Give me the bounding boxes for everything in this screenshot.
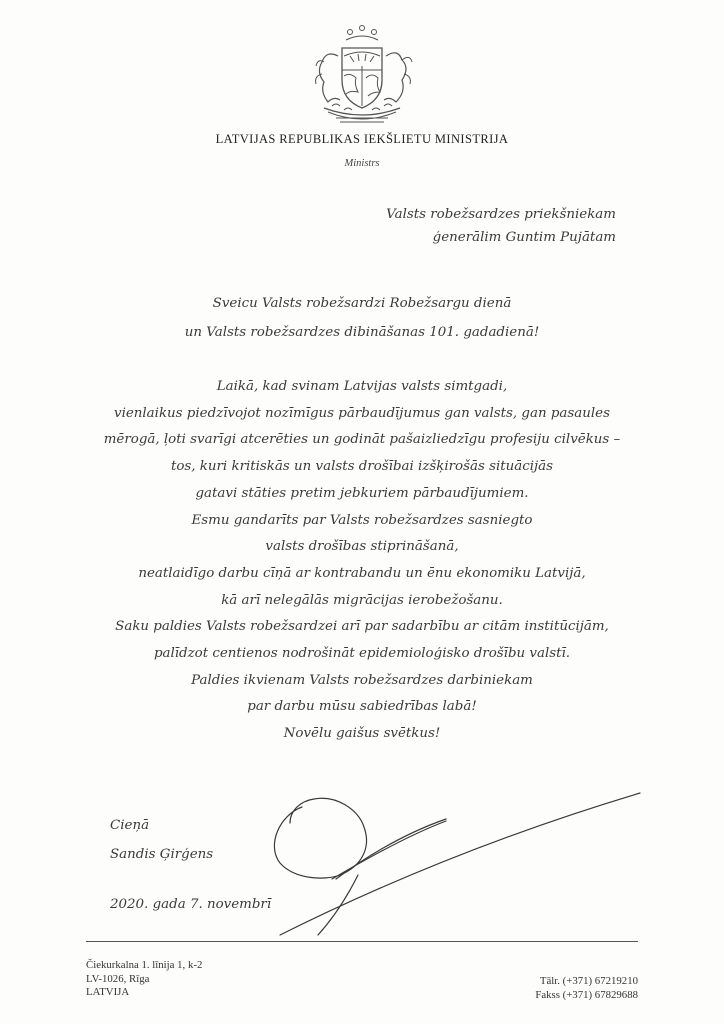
body-line: Novēlu gaišus svētkus! — [283, 726, 441, 742]
body-line: kā arī nelegālās migrācijas ierobežošanu. — [221, 592, 503, 608]
regards-text: Cieņā — [110, 818, 150, 833]
greeting-line: un Valsts robežsardzes dibināšanas 101. gadadienā! — [184, 325, 540, 340]
letter-date: 2020. gada 7. novembrī — [110, 897, 272, 912]
footer-contacts — [535, 975, 638, 1002]
body-line: Saku paldies Valsts robežsardzei arī par sadarbību ar citām institūcijām, — [115, 619, 609, 635]
body-line: par darbu mūsu sabiedrības labā! — [247, 699, 477, 715]
addressee-block — [386, 204, 616, 249]
body-line: Paldies ikvienam Valsts robežsardzes darbiniekam — [191, 672, 533, 688]
address-line: Čiekurkalna 1. līnija 1, k-2 — [86, 959, 203, 971]
fax-number: Fakss (+371) 67829688 — [535, 988, 638, 1001]
body-line: valsts drošības stiprināšanā, — [265, 539, 459, 555]
position-title: Ministrs — [344, 158, 380, 169]
body-line: palīdzot centienos nodrošināt epidemioloģisko drošību valstī. — [153, 646, 571, 662]
body-line: tos, kuri kritiskās un valsts drošībai izšķirošās situācijās — [170, 459, 554, 475]
closing-block — [110, 811, 213, 869]
address-line: LATVIJA — [86, 986, 130, 999]
handwritten-signature — [240, 775, 660, 945]
body-line: neatlaidīgo darbu cīņā ar kontrabandu un ēnu ekonomiku Latvijā, — [138, 565, 586, 581]
body-line: gatavi stāties pretim jebkuriem pārbaudījumiem. — [195, 485, 529, 501]
body-line: Esmu gandarīts par Valsts robežsardzes sasniegto — [191, 512, 533, 528]
body-line: vienlaikus piedzīvojot nozīmīgus pārbaudījumus gan valsts, gan pasaules — [114, 405, 610, 421]
addressee-line: Valsts robežsardzes priekšniekam — [386, 207, 616, 222]
latvia-coat-of-arms-icon — [302, 22, 422, 128]
letter-body — [0, 374, 724, 748]
signer-name: Sandis Ģirģens — [110, 847, 214, 862]
greeting-line: Sveicu Valsts robežsardzi Robežsargu dienā — [212, 296, 512, 311]
body-line: mērogā, ļoti svarīgi atcerēties un godināt pašaizliedzīgu profesiju cilvēkus – — [103, 432, 621, 448]
greeting-block — [0, 289, 724, 347]
footer-divider — [86, 941, 638, 942]
footer-address — [86, 959, 202, 1000]
phone-number: Tālr. (+371) 67219210 — [539, 975, 638, 987]
address-line: LV-1026, Rīga — [86, 972, 150, 985]
addressee-line: ģenerālim Guntim Pujātam — [432, 229, 616, 245]
ministry-heading: LATVIJAS REPUBLIKAS IEKŠLIETU MINISTRIJA — [215, 132, 509, 146]
body-line: Laikā, kad svinam Latvijas valsts simtgadi, — [216, 379, 508, 394]
